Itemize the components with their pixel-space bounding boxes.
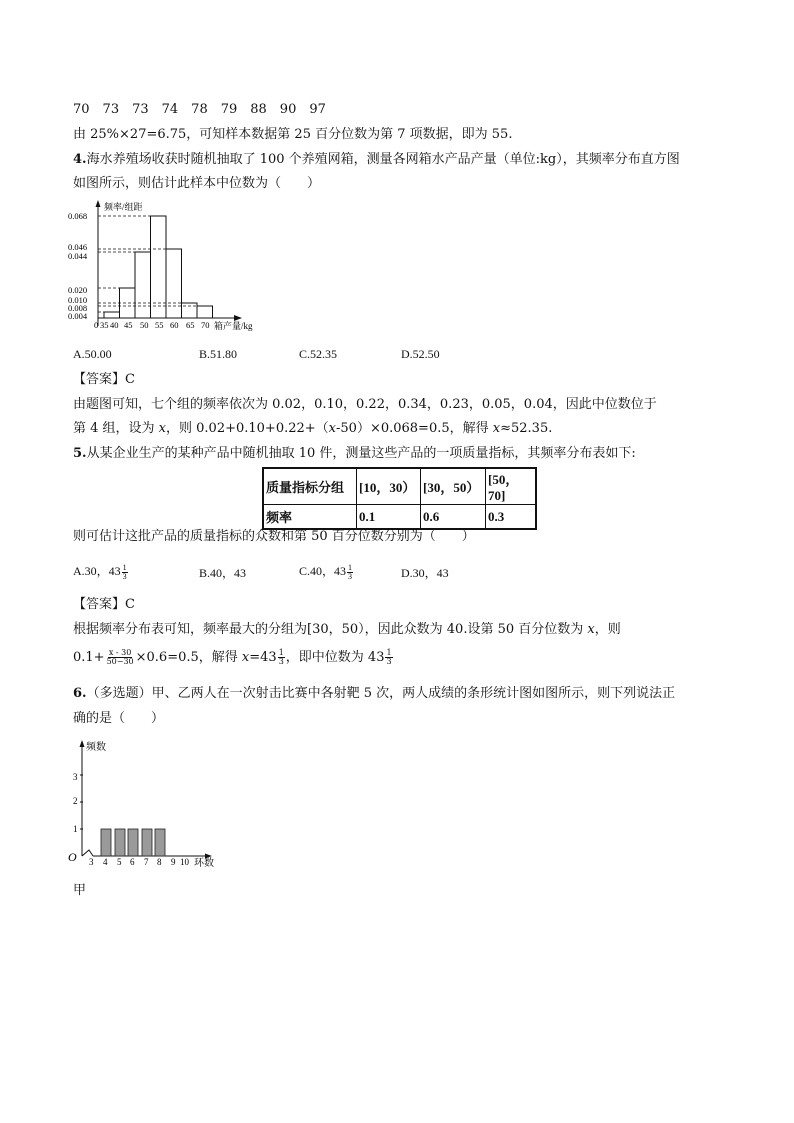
x-tick-4: 4 bbox=[103, 857, 108, 867]
question-6-line-2: 确的是（ ） bbox=[73, 711, 165, 726]
y-tick-1: 1 bbox=[73, 824, 78, 834]
histogram-bar bbox=[104, 312, 120, 318]
origin-label: O bbox=[68, 850, 77, 864]
x-tick-5: 5 bbox=[117, 857, 122, 867]
frequency-bar bbox=[155, 829, 165, 856]
option-d[interactable]: D.30，43 bbox=[401, 566, 449, 580]
numerator: 1 bbox=[348, 562, 353, 572]
denominator: 3 bbox=[278, 657, 284, 666]
numerator: 1 bbox=[278, 648, 284, 657]
question-number: 6. bbox=[73, 686, 87, 701]
frequency-bar bbox=[128, 829, 138, 856]
table-cell: [30，50） bbox=[421, 468, 486, 505]
fraction bbox=[385, 649, 392, 666]
analysis-4-line-1: 由题图可知，七个组的频率依次为 0.02，0.10，0.22，0.34，0.23，0.05，0.04，因此中位数位于 bbox=[73, 397, 657, 412]
histogram-bar bbox=[166, 249, 182, 318]
table-row bbox=[263, 505, 536, 530]
frequency-bar bbox=[142, 829, 152, 856]
x-tick-8: 8 bbox=[157, 857, 162, 867]
text-segment: ×0.6=0.5，解得 bbox=[135, 650, 242, 665]
option-text: C.40，43 bbox=[299, 564, 347, 578]
bar-chart-jia bbox=[62, 738, 232, 873]
y-tick-2: 2 bbox=[73, 796, 78, 806]
numerator: 1 bbox=[386, 648, 392, 657]
y-tick-0.010: 0.010 bbox=[68, 295, 88, 305]
option-a[interactable] bbox=[73, 562, 129, 581]
text-segment: ≈52.35. bbox=[500, 421, 553, 436]
histogram-bar bbox=[182, 303, 198, 318]
frequency-bar bbox=[115, 829, 125, 856]
question-4-line-2: 如图所示，则估计此样本中位数为（ ） bbox=[73, 176, 321, 191]
y-axis-arrow bbox=[96, 200, 101, 207]
option-c[interactable] bbox=[299, 562, 354, 581]
variable-x: x bbox=[158, 421, 167, 436]
text-segment: =43 bbox=[249, 650, 277, 665]
axis-break bbox=[82, 850, 93, 856]
x-tick-45: 45 bbox=[124, 320, 133, 330]
frequency-bar bbox=[101, 829, 111, 856]
table-cell: 质量指标分组 bbox=[263, 468, 357, 505]
analysis-5-line-2 bbox=[73, 647, 394, 669]
analysis-5-line-1 bbox=[73, 622, 621, 638]
table-cell: 0.1 bbox=[357, 505, 421, 530]
x-tick-65: 65 bbox=[186, 320, 195, 330]
text-segment: 0.1+ bbox=[73, 650, 105, 665]
option-a[interactable]: A.50.00 bbox=[73, 347, 112, 361]
y-tick-0.046: 0.046 bbox=[68, 242, 88, 252]
y-tick-0.004: 0.004 bbox=[68, 311, 88, 321]
fraction bbox=[106, 649, 135, 666]
x-axis-label: 箱产量/kg bbox=[214, 321, 253, 331]
table-cell: 0.3 bbox=[486, 505, 537, 530]
histogram-bar bbox=[135, 252, 151, 318]
table-row bbox=[263, 468, 536, 505]
text-segment: 第 4 组，设为 bbox=[73, 421, 159, 436]
text-segment: -50）×0.068=0.5，解得 bbox=[336, 421, 493, 436]
x-tick-40: 40 bbox=[110, 320, 119, 330]
y-axis-label: 频率/组距 bbox=[104, 202, 143, 212]
x-tick-60: 60 bbox=[170, 320, 179, 330]
x-tick-35: 35 bbox=[100, 320, 109, 330]
question-text: 海水养殖场收获时随机抽取了 100 个养殖网箱，测量各网箱水产品产量（单位:kg），其频率分布直方图 bbox=[86, 152, 680, 167]
question-text: 从某企业生产的某种产品中随机抽取 10 件，测量这些产品的一项质量指标，其频率分布表如下: bbox=[86, 446, 636, 461]
question-4-line-1 bbox=[73, 152, 680, 168]
variable-x: x bbox=[587, 622, 595, 637]
question-5-line-1 bbox=[73, 446, 636, 462]
variable-x: x bbox=[241, 650, 250, 665]
question-number: 5. bbox=[73, 446, 87, 461]
denominator: 3 bbox=[348, 571, 353, 581]
x-axis-label: 环数 bbox=[194, 858, 214, 869]
x-tick-6: 6 bbox=[130, 857, 135, 867]
variable-x: x bbox=[328, 421, 337, 436]
table-cell: 频率 bbox=[263, 505, 357, 530]
x-tick-0: 0 bbox=[94, 320, 99, 330]
option-text: A.30，43 bbox=[73, 564, 121, 578]
question-text: （多选题）甲、乙两人在一次射击比赛中各射靶 5 次，两人成绩的条形统计图如图所示，则下列说法正 bbox=[86, 686, 676, 701]
text-segment: ，则 0.02+0.10+0.22+（ bbox=[166, 421, 329, 436]
variable-x: x bbox=[492, 421, 501, 436]
text-segment: ，则 bbox=[594, 622, 621, 637]
x-tick-3: 3 bbox=[89, 857, 94, 867]
numerator: 1 bbox=[122, 562, 127, 572]
x-tick-55: 55 bbox=[155, 320, 164, 330]
option-c[interactable]: C.52.35 bbox=[299, 347, 338, 361]
percentile-explanation: 由 25%×27=6.75，可知样本数据第 25 百分位数为第 7 项数据，即为 55. bbox=[73, 127, 513, 142]
option-b[interactable]: B.51.80 bbox=[199, 347, 238, 361]
x-tick-10: 10 bbox=[180, 857, 189, 867]
x-tick-9: 9 bbox=[171, 857, 176, 867]
option-d[interactable]: D.52.50 bbox=[401, 347, 440, 361]
denominator: 50−30 bbox=[106, 657, 134, 666]
option-b[interactable]: B.40，43 bbox=[199, 566, 247, 580]
question-number: 4. bbox=[73, 152, 87, 167]
frequency-table bbox=[262, 467, 537, 530]
text-segment: 根据频率分布表可知，频率最大的分组为[30，50），因此众数为 40.设第 50 百分位数为 bbox=[73, 622, 588, 637]
x-tick-70: 70 bbox=[201, 320, 210, 330]
y-axis-arrow bbox=[80, 740, 85, 747]
denominator: 3 bbox=[386, 657, 392, 666]
y-axis-label: 频数 bbox=[86, 742, 106, 753]
chart-caption-jia: 甲 bbox=[73, 883, 87, 898]
question-5-line-2: 则可估计这批产品的质量指标的众数和第 50 百分位数分别为（ ） bbox=[73, 529, 475, 544]
y-tick-0.068: 0.068 bbox=[68, 211, 88, 221]
fraction bbox=[278, 649, 285, 666]
histogram-bar bbox=[197, 306, 213, 318]
histogram-chart bbox=[66, 198, 286, 338]
y-tick-0.008: 0.008 bbox=[68, 303, 88, 313]
number-list: 70 73 73 74 78 79 88 90 97 bbox=[73, 102, 326, 117]
table-cell: 0.6 bbox=[421, 505, 486, 530]
histogram-bar bbox=[120, 288, 136, 318]
x-tick-7: 7 bbox=[144, 857, 149, 867]
analysis-4-line-2 bbox=[73, 421, 552, 437]
denominator: 3 bbox=[122, 571, 127, 581]
table-cell: [10，30） bbox=[357, 468, 421, 505]
fraction bbox=[122, 564, 128, 581]
answer-4: 【答案】C bbox=[73, 372, 135, 387]
answer-5: 【答案】C bbox=[73, 597, 135, 612]
numerator: x - 30 bbox=[108, 648, 132, 657]
fraction bbox=[347, 564, 353, 581]
y-tick-0.044: 0.044 bbox=[68, 251, 88, 261]
table-cell: [50，70] bbox=[486, 468, 537, 505]
x-tick-50: 50 bbox=[140, 320, 149, 330]
y-tick-0.020: 0.020 bbox=[68, 285, 88, 295]
question-6-line-1 bbox=[73, 686, 675, 702]
y-tick-3: 3 bbox=[73, 772, 78, 782]
text-segment: ，即中位数为 43 bbox=[285, 650, 385, 665]
